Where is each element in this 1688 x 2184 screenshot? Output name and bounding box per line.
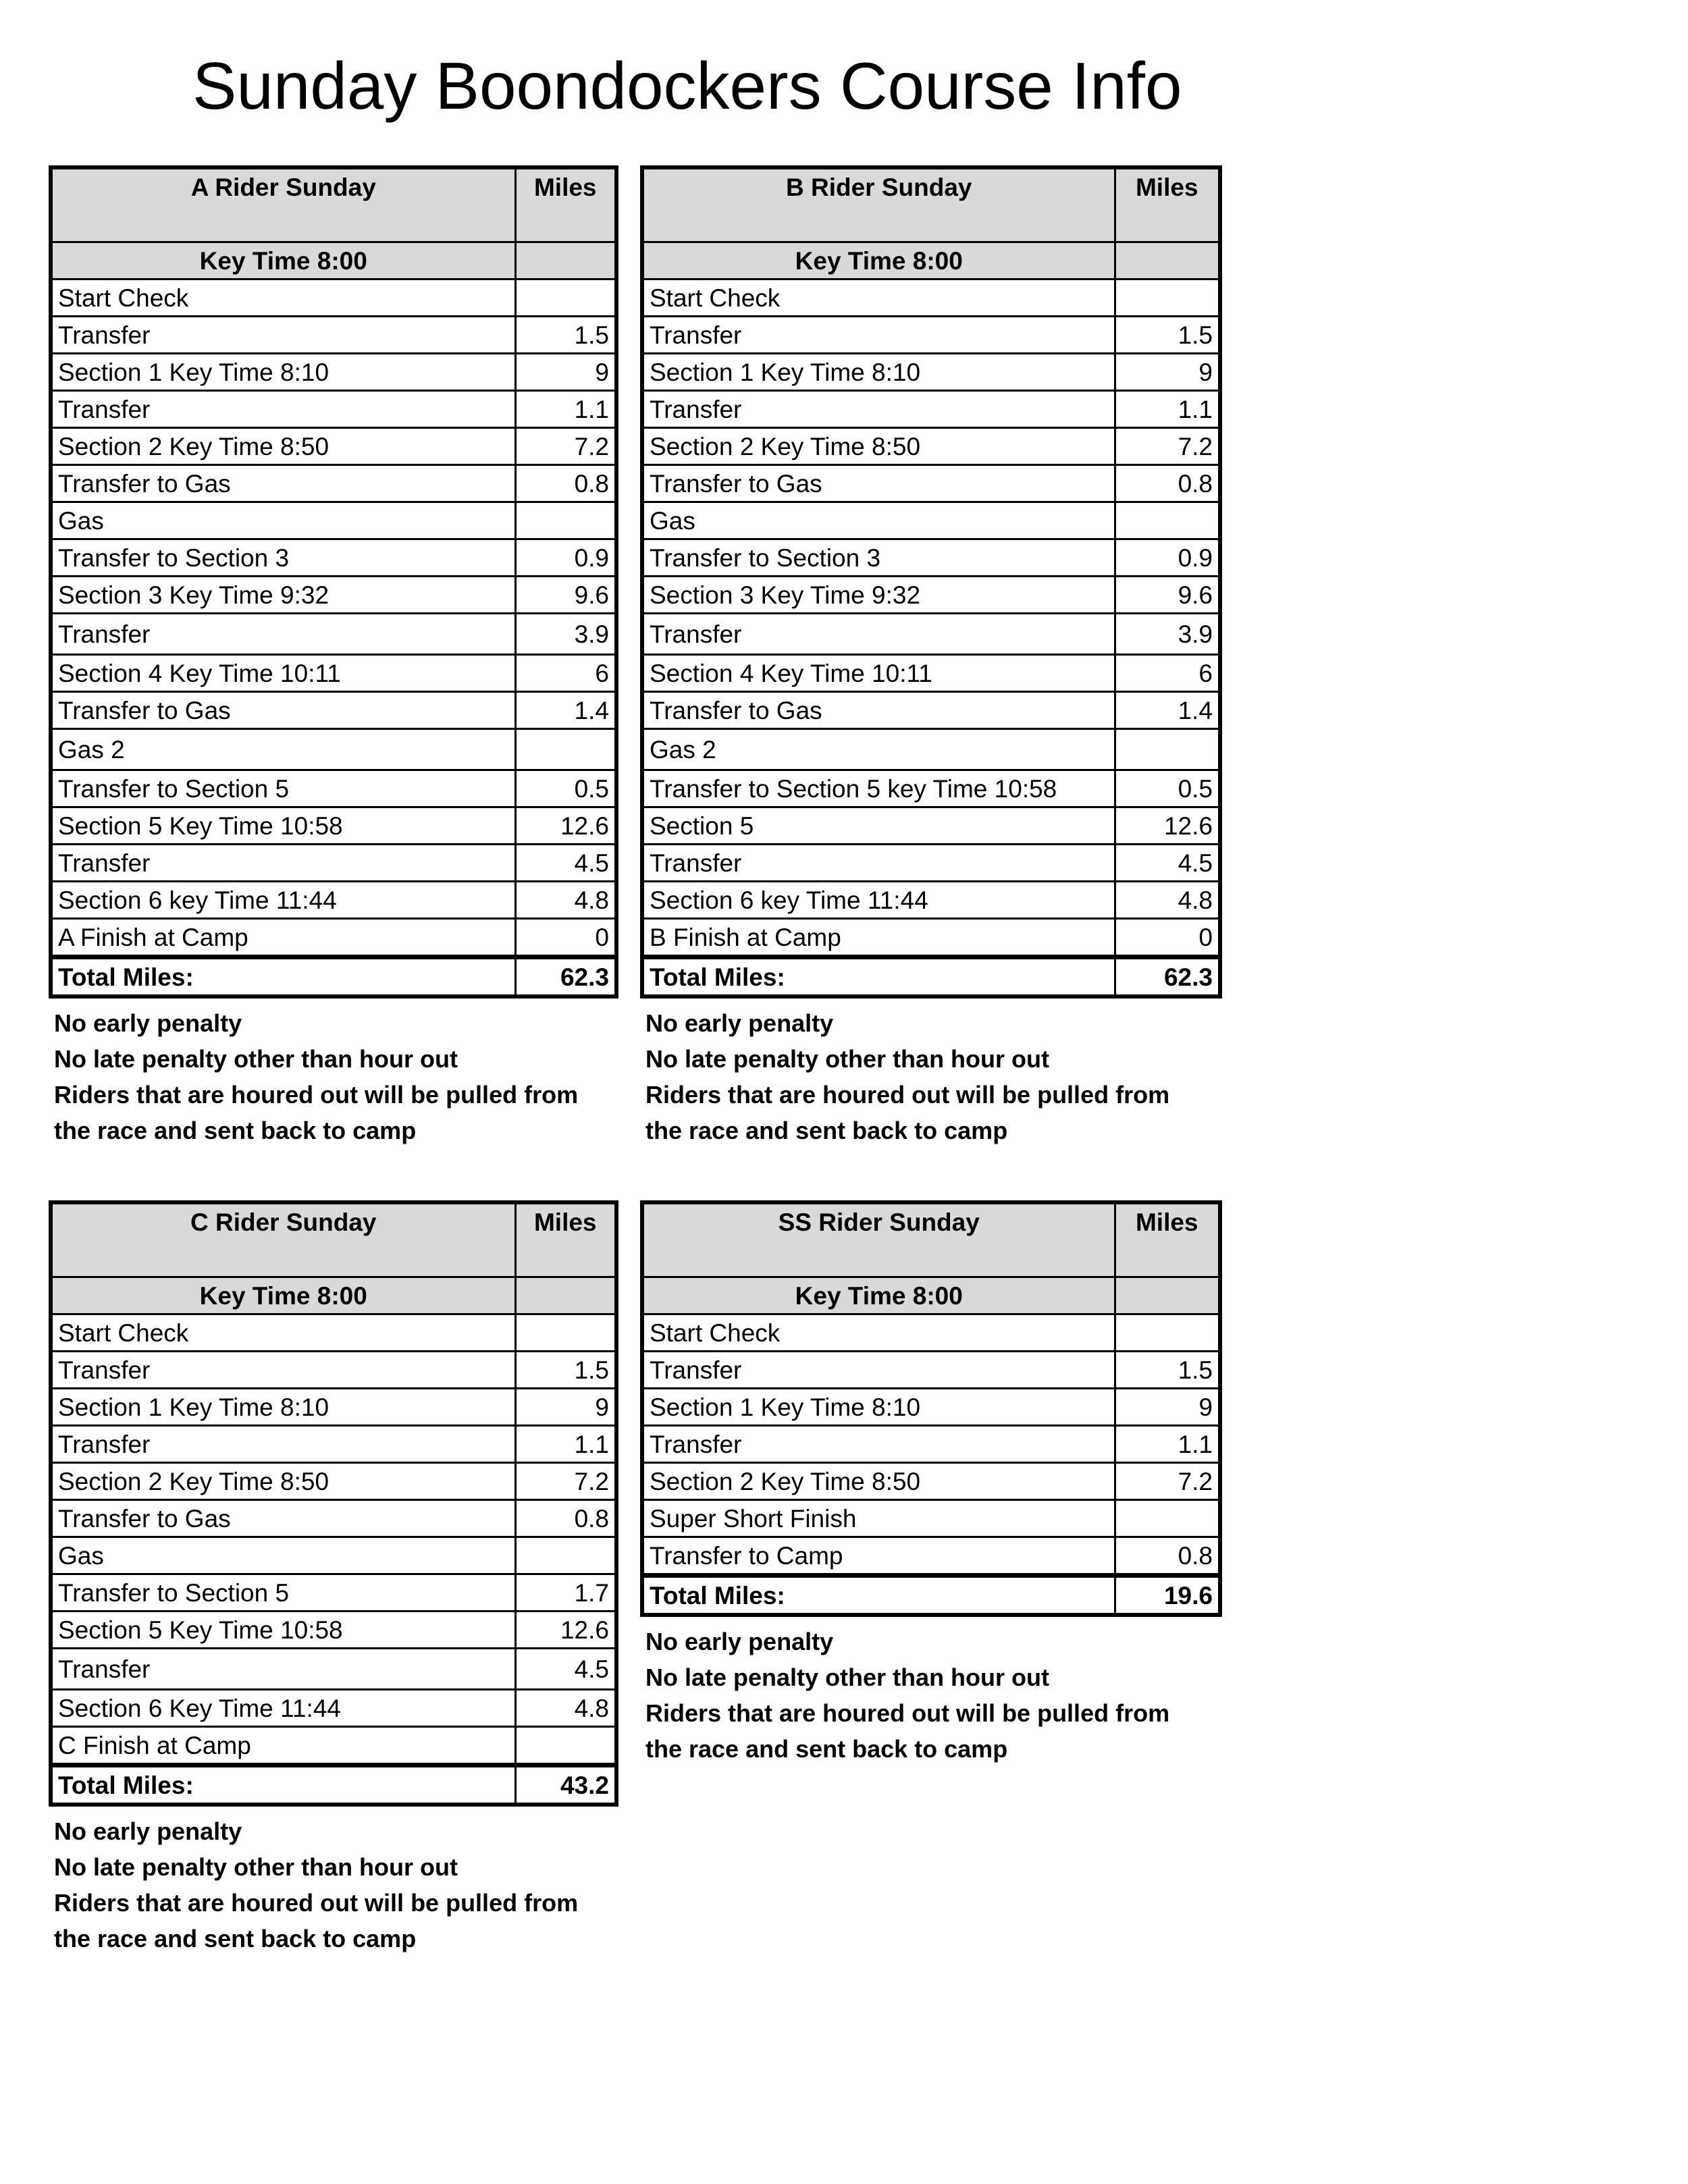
row-label: Start Check — [642, 1314, 1115, 1352]
course-row — [51, 614, 616, 655]
row-miles: 0.8 — [515, 1500, 616, 1537]
row-label: Section 6 key Time 11:44 — [642, 882, 1115, 919]
row-miles: 7.2 — [1115, 1463, 1220, 1500]
row-miles: 0.8 — [515, 465, 616, 502]
row-miles — [515, 502, 616, 539]
row-miles: 0 — [515, 919, 616, 957]
row-label: Section 1 Key Time 8:10 — [51, 1389, 515, 1426]
table-title: C Rider Sunday — [51, 1202, 515, 1277]
note-line: No late penalty other than hour out — [54, 1045, 458, 1073]
course-row — [51, 1690, 616, 1727]
row-label: Section 5 Key Time 10:58 — [51, 1612, 515, 1649]
total-miles: 43.2 — [515, 1765, 616, 1805]
table-title: A Rider Sunday — [51, 167, 515, 242]
row-label: Section 4 Key Time 10:11 — [51, 655, 515, 692]
course-row — [51, 465, 616, 502]
course-row — [642, 317, 1220, 354]
row-miles — [1115, 729, 1220, 770]
course-row — [642, 539, 1220, 577]
course-row — [642, 882, 1220, 919]
row-miles: 9.6 — [1115, 577, 1220, 614]
course-row — [51, 354, 616, 391]
row-miles: 1.1 — [1115, 1426, 1220, 1463]
course-row — [642, 465, 1220, 502]
row-label: Gas 2 — [642, 729, 1115, 770]
course-row — [51, 1537, 616, 1574]
row-label: C Finish at Camp — [51, 1727, 515, 1765]
row-label: Transfer to Section 3 — [642, 539, 1115, 577]
note-line: No late penalty other than hour out — [645, 1045, 1050, 1073]
row-label: Gas — [51, 502, 515, 539]
row-miles: 4.8 — [515, 882, 616, 919]
row-label: Section 5 Key Time 10:58 — [51, 807, 515, 845]
row-miles: 1.5 — [515, 1352, 616, 1389]
note-line: No early penalty — [54, 1009, 242, 1037]
row-label: Section 5 — [642, 807, 1115, 845]
rules-notes — [640, 1005, 1222, 1148]
course-row — [642, 655, 1220, 692]
course-row — [642, 1537, 1220, 1576]
course-row — [642, 1352, 1220, 1389]
row-label: Section 1 Key Time 8:10 — [642, 354, 1115, 391]
row-miles: 0.8 — [1115, 1537, 1220, 1576]
row-label: Section 1 Key Time 8:10 — [51, 354, 515, 391]
note-line: the race and sent back to camp — [645, 1117, 1008, 1144]
row-miles: 7.2 — [515, 1463, 616, 1500]
key-time-miles — [515, 242, 616, 279]
course-row — [51, 919, 616, 957]
row-miles — [515, 1314, 616, 1352]
a-rider-course-card — [49, 165, 618, 1148]
course-row — [51, 1500, 616, 1537]
total-row — [642, 957, 1220, 997]
row-miles: 1.4 — [515, 692, 616, 729]
row-label: Transfer to Gas — [642, 465, 1115, 502]
row-miles: 1.5 — [1115, 317, 1220, 354]
row-label: Section 3 Key Time 9:32 — [642, 577, 1115, 614]
miles-column-header: Miles — [1115, 167, 1220, 242]
row-miles: 0.9 — [1115, 539, 1220, 577]
course-row — [51, 770, 616, 807]
course-row — [51, 845, 616, 882]
course-row — [51, 502, 616, 539]
row-miles: 1.4 — [1115, 692, 1220, 729]
total-miles: 62.3 — [1115, 957, 1220, 997]
key-time-label: Key Time 8:00 — [51, 1277, 515, 1314]
row-miles: 9 — [515, 1389, 616, 1426]
course-row — [642, 428, 1220, 465]
note-line: the race and sent back to camp — [645, 1735, 1008, 1763]
row-miles: 0.5 — [1115, 770, 1220, 807]
row-label: Section 2 Key Time 8:50 — [642, 1463, 1115, 1500]
row-miles: 12.6 — [515, 1612, 616, 1649]
row-label: Start Check — [51, 279, 515, 317]
course-row — [51, 1463, 616, 1500]
key-time-miles — [515, 1277, 616, 1314]
course-row — [51, 1574, 616, 1612]
row-miles: 9.6 — [515, 577, 616, 614]
row-miles: 9 — [515, 354, 616, 391]
note-line: No late penalty other than hour out — [645, 1663, 1050, 1691]
course-row — [642, 1426, 1220, 1463]
row-label: Transfer — [642, 391, 1115, 428]
row-miles: 0.9 — [515, 539, 616, 577]
course-row — [642, 845, 1220, 882]
row-miles: 7.2 — [515, 428, 616, 465]
row-miles — [1115, 1500, 1220, 1537]
row-label: Transfer — [51, 614, 515, 655]
total-row — [642, 1576, 1220, 1616]
row-miles: 7.2 — [1115, 428, 1220, 465]
row-label: Transfer to Gas — [642, 692, 1115, 729]
course-row — [51, 1612, 616, 1649]
course-row — [642, 692, 1220, 729]
course-row — [51, 692, 616, 729]
rules-notes — [49, 1005, 618, 1148]
total-label: Total Miles: — [642, 1576, 1115, 1616]
course-row — [51, 1649, 616, 1690]
rules-notes — [640, 1624, 1222, 1767]
course-row — [642, 391, 1220, 428]
table-title: B Rider Sunday — [642, 167, 1115, 242]
course-row — [642, 614, 1220, 655]
note-line: Riders that are houred out will be pulled from — [54, 1889, 579, 1917]
course-row — [642, 729, 1220, 770]
row-miles: 1.1 — [515, 1426, 616, 1463]
row-miles — [1115, 502, 1220, 539]
note-line: No late penalty other than hour out — [54, 1853, 458, 1881]
course-row — [642, 1389, 1220, 1426]
row-label: Section 6 key Time 11:44 — [51, 882, 515, 919]
total-label: Total Miles: — [51, 1765, 515, 1805]
row-label: Transfer — [51, 1352, 515, 1389]
total-row — [51, 957, 616, 997]
ss-rider-course-table — [640, 1200, 1222, 1617]
course-row — [51, 279, 616, 317]
note-line: the race and sent back to camp — [54, 1925, 417, 1952]
row-miles: 12.6 — [1115, 807, 1220, 845]
row-miles: 4.8 — [515, 1690, 616, 1727]
row-miles: 6 — [515, 655, 616, 692]
row-label: Transfer — [51, 391, 515, 428]
note-line: Riders that are houred out will be pulled from — [54, 1081, 579, 1109]
page-title: Sunday Boondockers Course Info — [192, 49, 1182, 123]
row-label: Transfer to Section 3 — [51, 539, 515, 577]
course-row — [642, 354, 1220, 391]
row-miles: 0 — [1115, 919, 1220, 957]
row-label: Section 3 Key Time 9:32 — [51, 577, 515, 614]
rules-notes — [49, 1813, 618, 1956]
course-row — [51, 539, 616, 577]
row-label: Gas — [642, 502, 1115, 539]
row-label: Transfer — [642, 614, 1115, 655]
note-line: No early penalty — [645, 1009, 834, 1037]
row-label: Section 4 Key Time 10:11 — [642, 655, 1115, 692]
note-line: No early penalty — [645, 1628, 834, 1655]
row-label: Transfer to Gas — [51, 1500, 515, 1537]
course-row — [51, 428, 616, 465]
course-row — [51, 577, 616, 614]
row-miles: 1.1 — [1115, 391, 1220, 428]
row-label: Transfer to Camp — [642, 1537, 1115, 1576]
course-row — [51, 317, 616, 354]
row-miles: 1.1 — [515, 391, 616, 428]
note-line: No early penalty — [54, 1817, 242, 1845]
row-label: Start Check — [642, 279, 1115, 317]
table-header-row — [51, 1202, 616, 1277]
key-time-row — [642, 242, 1220, 279]
course-row — [51, 655, 616, 692]
row-label: Transfer to Section 5 key Time 10:58 — [642, 770, 1115, 807]
key-time-label: Key Time 8:00 — [642, 1277, 1115, 1314]
row-miles: 3.9 — [1115, 614, 1220, 655]
course-row — [642, 1314, 1220, 1352]
row-label: Section 2 Key Time 8:50 — [51, 1463, 515, 1500]
total-miles: 62.3 — [515, 957, 616, 997]
row-miles: 9 — [1115, 1389, 1220, 1426]
course-row — [51, 729, 616, 770]
total-row — [51, 1765, 616, 1805]
row-label: Section 6 Key Time 11:44 — [51, 1690, 515, 1727]
row-miles: 0.5 — [515, 770, 616, 807]
course-row — [642, 919, 1220, 957]
course-row — [642, 1463, 1220, 1500]
row-label: Gas 2 — [51, 729, 515, 770]
course-row — [51, 391, 616, 428]
course-row — [51, 1727, 616, 1765]
table-header-row — [51, 167, 616, 242]
row-label: Transfer — [51, 845, 515, 882]
c-rider-course-card — [49, 1200, 618, 1956]
row-label: A Finish at Camp — [51, 919, 515, 957]
note-line: Riders that are houred out will be pulled from — [645, 1081, 1170, 1109]
course-row — [642, 807, 1220, 845]
b-rider-course-table — [640, 165, 1222, 998]
row-miles — [515, 1727, 616, 1765]
c-rider-course-table — [49, 1200, 618, 1807]
key-time-miles — [1115, 242, 1220, 279]
row-miles: 4.5 — [1115, 845, 1220, 882]
row-miles — [515, 729, 616, 770]
row-miles: 3.9 — [515, 614, 616, 655]
table-title: SS Rider Sunday — [642, 1202, 1115, 1277]
total-label: Total Miles: — [51, 957, 515, 997]
row-label: Transfer to Section 5 — [51, 770, 515, 807]
course-row — [642, 577, 1220, 614]
row-label: Super Short Finish — [642, 1500, 1115, 1537]
table-header-row — [642, 167, 1220, 242]
a-rider-course-table — [49, 165, 618, 998]
row-label: Transfer — [642, 845, 1115, 882]
row-miles — [515, 279, 616, 317]
row-label: Transfer — [51, 1649, 515, 1690]
total-miles: 19.6 — [1115, 1576, 1220, 1616]
course-row — [51, 807, 616, 845]
key-time-label: Key Time 8:00 — [51, 242, 515, 279]
row-label: Section 2 Key Time 8:50 — [642, 428, 1115, 465]
row-label: Section 2 Key Time 8:50 — [51, 428, 515, 465]
row-label: Transfer — [51, 317, 515, 354]
miles-column-header: Miles — [515, 1202, 616, 1277]
row-label: Transfer to Gas — [51, 465, 515, 502]
row-label: Transfer — [51, 1426, 515, 1463]
row-miles — [1115, 1314, 1220, 1352]
row-label: B Finish at Camp — [642, 919, 1115, 957]
row-label: Transfer to Section 5 — [51, 1574, 515, 1612]
key-time-label: Key Time 8:00 — [642, 242, 1115, 279]
row-miles: 1.7 — [515, 1574, 616, 1612]
row-label: Transfer — [642, 1352, 1115, 1389]
miles-column-header: Miles — [1115, 1202, 1220, 1277]
course-row — [51, 1314, 616, 1352]
row-miles: 4.5 — [515, 1649, 616, 1690]
course-row — [51, 1352, 616, 1389]
row-miles: 0.8 — [1115, 465, 1220, 502]
key-time-row — [51, 242, 616, 279]
key-time-row — [642, 1277, 1220, 1314]
note-line: the race and sent back to camp — [54, 1117, 417, 1144]
row-miles — [515, 1537, 616, 1574]
total-label: Total Miles: — [642, 957, 1115, 997]
b-rider-course-card — [640, 165, 1222, 1148]
key-time-row — [51, 1277, 616, 1314]
course-row — [642, 1500, 1220, 1537]
course-row — [642, 502, 1220, 539]
row-label: Gas — [51, 1537, 515, 1574]
row-miles: 6 — [1115, 655, 1220, 692]
row-label: Transfer — [642, 1426, 1115, 1463]
row-miles: 4.8 — [1115, 882, 1220, 919]
course-row — [51, 1389, 616, 1426]
course-row — [51, 882, 616, 919]
course-row — [642, 279, 1220, 317]
course-row — [51, 1426, 616, 1463]
row-label: Start Check — [51, 1314, 515, 1352]
key-time-miles — [1115, 1277, 1220, 1314]
ss-rider-course-card — [640, 1200, 1222, 1767]
row-miles: 4.5 — [515, 845, 616, 882]
table-header-row — [642, 1202, 1220, 1277]
row-miles: 9 — [1115, 354, 1220, 391]
row-label: Section 1 Key Time 8:10 — [642, 1389, 1115, 1426]
row-miles: 12.6 — [515, 807, 616, 845]
row-label: Transfer — [642, 317, 1115, 354]
note-line: Riders that are houred out will be pulled from — [645, 1699, 1170, 1727]
row-miles — [1115, 279, 1220, 317]
row-miles: 1.5 — [515, 317, 616, 354]
miles-column-header: Miles — [515, 167, 616, 242]
course-row — [642, 770, 1220, 807]
row-miles: 1.5 — [1115, 1352, 1220, 1389]
row-label: Transfer to Gas — [51, 692, 515, 729]
